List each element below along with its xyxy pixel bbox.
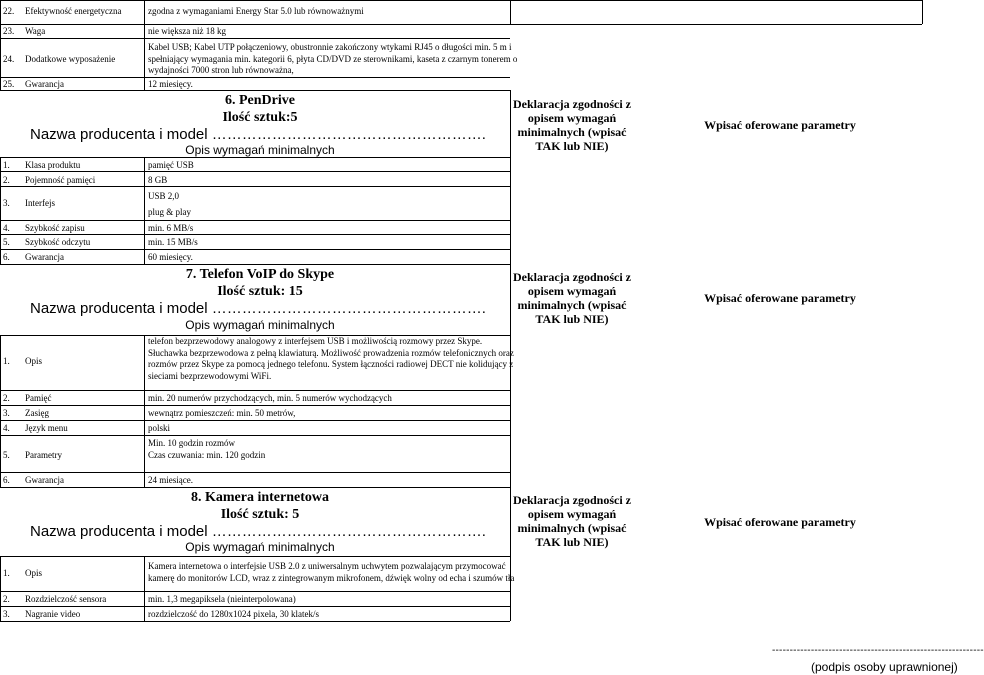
row-value: 60 miesięcy. (148, 252, 193, 262)
row-value: polski (148, 423, 171, 433)
requirements-label: Opis wymagań minimalnych (185, 540, 335, 554)
producer-model-field (30, 126, 486, 143)
offered-params-header: Wpisać oferowane parametry (704, 515, 856, 529)
signature-line: ------------------------------------------------------------ (772, 645, 984, 656)
row-number: 25. (3, 79, 15, 89)
row-name: Klasa produktu (25, 160, 81, 170)
producer-dots: ………………………………………………. (211, 300, 486, 317)
row-number: 2. (3, 594, 10, 604)
row-value-line: Czas czuwania: min. 120 godzin (148, 450, 266, 460)
row-value-line: rozmów przez Skype za pomocą jednego telefonu. System łączności radiowej DECT nie kolidujący z (148, 359, 514, 369)
row-number: 4. (3, 423, 10, 433)
row-value-line: Kabel USB; Kabel UTP połączeniowy, obustronnie zakończony wtykami RJ45 o długości min. 5 m i (148, 42, 512, 52)
row-value-line: USB 2,0 (148, 191, 180, 201)
section-title: 8. Kamera internetowa (190, 490, 330, 505)
section-quantity: Ilość sztuk:5 (222, 110, 298, 125)
row-number: 2. (3, 175, 10, 185)
section-quantity: Ilość sztuk: 5 (220, 507, 300, 522)
row-value-line: kamerę do monitorów LCD, wraz z zintegrowanym mikrofonem, dźwięk wolny od echa i szumów tła (148, 573, 515, 583)
producer-dots: ………………………………………………. (211, 523, 486, 540)
compliance-header (510, 270, 634, 326)
row-value-line: sieciami bezprzewodowymi WiFi. (148, 371, 272, 381)
compliance-header (510, 493, 634, 549)
row-value: 12 miesięcy. (148, 79, 193, 89)
row-value-line: spełniający wymagania min. kategorii 6, płyta CD/DVD ze sterownikami, kaseta z czarnym tonerem o (148, 54, 518, 64)
row-value: min. 6 MB/s (148, 223, 194, 233)
offered-params-header: Wpisać oferowane parametry (704, 291, 856, 305)
compliance-header-line: minimalnych (wpisać (517, 125, 627, 139)
row-number: 3. (3, 609, 10, 619)
requirements-label: Opis wymagań minimalnych (185, 143, 335, 157)
row-value: min. 1,3 megapiksela (nieinterpolowana) (148, 594, 296, 604)
row-number: 6. (3, 252, 10, 262)
offered-params-header: Wpisać oferowane parametry (704, 118, 856, 132)
compliance-header-line: opisem wymagań (527, 284, 617, 298)
row-number: 2. (3, 393, 10, 403)
compliance-header-line: Deklaracja zgodności z (513, 270, 631, 284)
producer-model-field (30, 300, 486, 317)
compliance-header-line: Deklaracja zgodności z (513, 493, 631, 507)
row-number: 4. (3, 223, 10, 233)
section-title: 7. Telefon VoIP do Skype (185, 267, 335, 282)
row-value: 8 GB (148, 175, 168, 185)
row-value-line: Słuchawka bezprzewodowa z pełną klawiaturą. Możliwość prowadzenia rozmów telefonicznych oraz (148, 348, 514, 358)
producer-label: Nazwa producenta i model (30, 523, 208, 540)
row-number: 22. (3, 6, 15, 16)
producer-label: Nazwa producenta i model (30, 300, 208, 317)
row-value: wewnątrz pomieszczeń: min. 50 metrów, (148, 408, 296, 418)
row-name: Waga (25, 26, 46, 36)
row-name: Rozdzielczość sensora (25, 594, 107, 604)
row-name: Dodatkowe wyposażenie (25, 54, 116, 64)
row-number: 5. (3, 450, 10, 460)
compliance-header-line: opisem wymagań (527, 507, 617, 521)
compliance-header (510, 97, 634, 153)
compliance-header-line: Deklaracja zgodności z (513, 97, 631, 111)
compliance-header-line: minimalnych (wpisać (517, 521, 627, 535)
row-name: Pojemność pamięci (25, 175, 96, 185)
compliance-header-line: TAK lub NIE) (535, 535, 609, 549)
row-value-line: wydajności 7000 stron lub równoważna, (148, 65, 294, 75)
row-name: Parametry (25, 450, 62, 460)
row-value: min. 15 MB/s (148, 237, 198, 247)
row-name: Szybkość odczytu (25, 237, 91, 247)
requirements-label: Opis wymagań minimalnych (185, 318, 335, 332)
row-value: min. 20 numerów przychodzących, min. 5 numerów wychodzących (148, 393, 392, 403)
row-value: zgodna z wymaganiami Energy Star 5.0 lub równoważnymi (148, 6, 364, 16)
row-name: Nagranie video (25, 609, 81, 619)
section-title: 6. PenDrive (225, 93, 295, 108)
row-number: 23. (3, 26, 15, 36)
row-value: 24 miesiące. (148, 475, 193, 485)
row-number: 1. (3, 568, 10, 578)
row-number: 1. (3, 160, 10, 170)
producer-label: Nazwa producenta i model (30, 126, 208, 143)
producer-dots: ………………………………………………. (211, 126, 486, 143)
row-value: rozdzielczość do 1280x1024 pixela, 30 klatek/s (148, 609, 319, 619)
row-number: 3. (3, 198, 10, 208)
row-name: Opis (25, 568, 43, 578)
producer-model-field (30, 523, 486, 540)
row-value: nie większa niż 18 kg (148, 26, 226, 36)
row-name: Pamięć (25, 393, 52, 403)
compliance-header-line: TAK lub NIE) (535, 312, 609, 326)
compliance-header-line: opisem wymagań (527, 111, 617, 125)
row-value-line: plug & play (148, 207, 191, 217)
row-value: pamięć USB (148, 160, 194, 170)
row-name: Opis (25, 356, 43, 366)
row-name: Gwarancja (25, 79, 64, 89)
row-number: 5. (3, 237, 10, 247)
row-number: 3. (3, 408, 10, 418)
row-name: Szybkość zapisu (25, 223, 85, 233)
row-number: 6. (3, 475, 10, 485)
row-name: Gwarancja (25, 252, 64, 262)
section-quantity: Ilość sztuk: 15 (217, 284, 303, 299)
signature-label: (podpis osoby uprawnionej) (811, 660, 958, 674)
compliance-header-line: TAK lub NIE) (535, 139, 609, 153)
row-number: 24. (3, 54, 15, 64)
row-name: Język menu (25, 423, 68, 433)
row-name: Efektywność energetyczna (25, 6, 122, 16)
row-name: Interfejs (25, 198, 55, 208)
row-value-line: Kamera internetowa o interfejsie USB 2.0 z uniwersalnym uchwytem pozwalającym przymocować (148, 561, 506, 571)
compliance-header-line: minimalnych (wpisać (517, 298, 627, 312)
row-number: 1. (3, 356, 10, 366)
row-name: Gwarancja (25, 475, 64, 485)
row-value-line: Min. 10 godzin rozmów (148, 438, 235, 448)
row-value-line: telefon bezprzewodowy analogowy z interfejsem USB i możliwością rozmowy przez Skype. (148, 336, 483, 346)
row-name: Zasięg (25, 408, 49, 418)
